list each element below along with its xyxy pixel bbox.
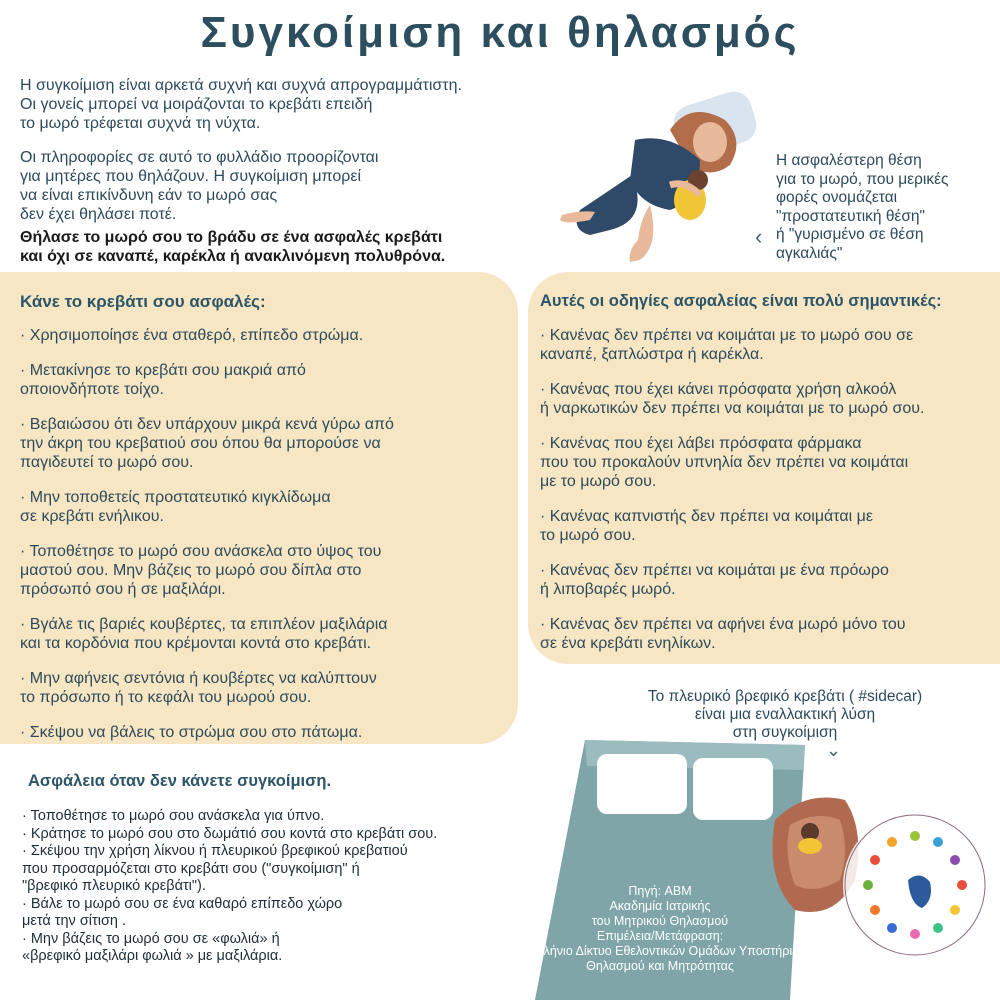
intro-bold-warning: [20, 228, 445, 266]
text-line: Η ασφαλέστερη θέση: [776, 152, 922, 169]
text-line: · Κράτησε το μωρό σου στο δωμάτιό σου κοντά στο κρεβάτι σου.: [22, 825, 438, 842]
text-line: · Μην βάζεις το μωρό σου σε «φωλιά» ή: [22, 930, 280, 947]
no-cosleep-list: [22, 808, 437, 966]
list-item: · Κανένας που έχει λάβει πρόσφατα φάρμακα που του προκαλούν υπνηλία δεν πρέπει να κοιμάται με το μωρό σου.: [540, 435, 909, 490]
source-credit: [500, 884, 820, 974]
text-line: · Βάλε το μωρό σου σε ένα καθαρό επίπεδο χώρο: [22, 895, 343, 912]
text-line: φορές ονομάζεται: [776, 189, 898, 206]
text-line: Πηγή: ABM: [628, 884, 692, 898]
safe-bed-list: [20, 326, 394, 742]
position-caption: [776, 152, 948, 263]
list-item: · Κανένας δεν πρέπει να κοιμάται με ένα πρόωρο ή λιποβαρές μωρό.: [540, 562, 889, 598]
text-line: Οι γονείς μπορεί να μοιράζονται το κρεβάτι επειδή: [20, 96, 373, 113]
organization-logo: [830, 800, 1000, 970]
text-line: Η συγκοίμιση είναι αρκετά συχνή και συχνά απρογραμμάτιστη.: [20, 77, 462, 94]
text-line: "βρεφικό πλευρικό κρεβάτι").: [22, 878, 206, 894]
text-line: για μητέρες που θηλάζουν. Η συγκοίμιση μπορεί: [20, 168, 362, 185]
no-cosleep-heading: Ασφάλεια όταν δεν κάνετε συγκοίμιση.: [28, 772, 332, 790]
text-line: αγκαλιάς": [776, 244, 843, 262]
guidelines-list: [540, 326, 924, 653]
list-item: · Μην τοποθετείς προστατευτικό κιγκλίδωμα σε κρεβάτι ενήλικου.: [20, 489, 331, 525]
text-line: να είναι επικίνδυνη εάν το μωρό σας: [20, 187, 278, 204]
text-line: ή "γυρισμένο σε θέση: [776, 226, 924, 243]
chevron-left-icon: ‹: [755, 224, 763, 249]
text-line: Πανελλήνιο Δίκτυο Εθελοντικών Ομάδων Υποστήριξης: [509, 944, 811, 958]
list-item: · Κανένας καπνιστής δεν πρέπει να κοιμάται με το μωρό σου.: [540, 508, 873, 544]
text-line: στη συγκοίμιση: [732, 724, 838, 741]
list-item: · Χρησιμοποίησε ένα σταθερό, επίπεδο στρώμα.: [20, 327, 364, 344]
text-line: Θηλασμού και Μητρότητας: [586, 959, 734, 973]
mother-baby-illustration: [550, 70, 780, 270]
text-line: "προστατευτική θέση": [776, 207, 926, 225]
text-line: · Σκέψου την χρήση λίκνου ή πλευρικού βρεφικού κρεβατιού: [22, 843, 408, 859]
intro-paragraph-1: [20, 76, 462, 133]
text-line: και όχι σε καναπέ, καρέκλα ή ανακλινόμενη πολυθρόνα.: [20, 248, 446, 265]
list-item: · Μετακίνησε το κρεβάτι σου μακριά από οποιονδήποτε τοίχο.: [20, 362, 306, 398]
text-line: είναι μια εναλλακτική λύση: [694, 706, 876, 723]
guidelines-heading: Αυτές οι οδηγίες ασφαλείας είναι πολύ σημαντικές:: [540, 292, 942, 310]
text-line: · Τοποθέτησε το μωρό σου ανάσκελα για ύπνο.: [22, 808, 325, 824]
text-line: που προσαρμόζεται στο κρεβάτι σου ("συγκοίμιση" ή: [22, 860, 360, 877]
text-line: το μωρό τρέφεται συχνά τη νύχτα.: [20, 115, 261, 132]
page-title: Συγκοίμιση και θηλασμός: [200, 8, 800, 57]
list-item: · Κανένας δεν πρέπει να κοιμάται με το μωρό σου σε καναπέ, ξαπλώστρα ή καρέκλα.: [540, 327, 914, 363]
text-line: μετά την σίτιση .: [22, 913, 127, 929]
text-line: Θήλασε το μωρό σου το βράδυ σε ένα ασφαλές κρεβάτι: [20, 229, 443, 246]
list-item: · Σκέψου να βάλεις το στρώμα σου στο πάτωμα.: [20, 724, 363, 741]
list-item: · Βεβαιώσου ότι δεν υπάρχουν μικρά κενά γύρω από την άκρη του κρεβατιού σου όπου θα μπορούσε να παγιδευτεί το μωρό σου.: [20, 416, 394, 471]
text-line: Το πλευρικό βρεφικό κρεβάτι ( #sidecar): [647, 688, 923, 705]
text-line: Ακαδημία Ιατρικής: [609, 899, 711, 913]
text-line: για το μωρό, που μερικές: [776, 170, 949, 188]
text-line: του Μητρικού Θηλασμού: [591, 914, 729, 928]
chevron-down-icon: ⌄: [826, 740, 842, 760]
list-item: · Βγάλε τις βαριές κουβέρτες, τα επιπλέον μαξιλάρια και τα κορδόνια που κρέμονται κοντά στο κρεβάτι.: [20, 616, 388, 652]
list-item: · Κανένας που έχει κάνει πρόσφατα χρήση αλκοόλ ή ναρκωτικών δεν πρέπει να κοιμάται με το μωρό σου.: [540, 381, 925, 417]
list-item: · Μην αφήνεις σεντόνια ή κουβέρτες να καλύπτουν το πρόσωπο ή το κεφάλι του μωρού σου.: [20, 670, 377, 706]
list-item: · Κανένας δεν πρέπει να αφήνει ένα μωρό μόνο του σε ένα κρεβάτι ενηλίκων.: [540, 616, 906, 652]
text-line: «βρεφικό μαξιλάρι φωλιά » με μαξιλάρια.: [22, 948, 283, 964]
text-line: Οι πληροφορίες σε αυτό το φυλλάδιο προορίζονται: [20, 149, 379, 166]
safe-bed-heading: Κάνε το κρεβάτι σου ασφαλές:: [20, 292, 266, 311]
list-item: · Τοποθέτησε το μωρό σου ανάσκελα στο ύψος του μαστού σου. Μην βάζεις το μωρό σου δίπλα στο πρόσωπό σου ή σε μαξιλάρι.: [20, 543, 382, 598]
text-line: Επιμέλεια/Μετάφραση:: [596, 929, 724, 943]
intro-paragraph-2: [20, 148, 378, 224]
text-line: δεν έχει θηλάσει ποτέ.: [20, 206, 177, 223]
